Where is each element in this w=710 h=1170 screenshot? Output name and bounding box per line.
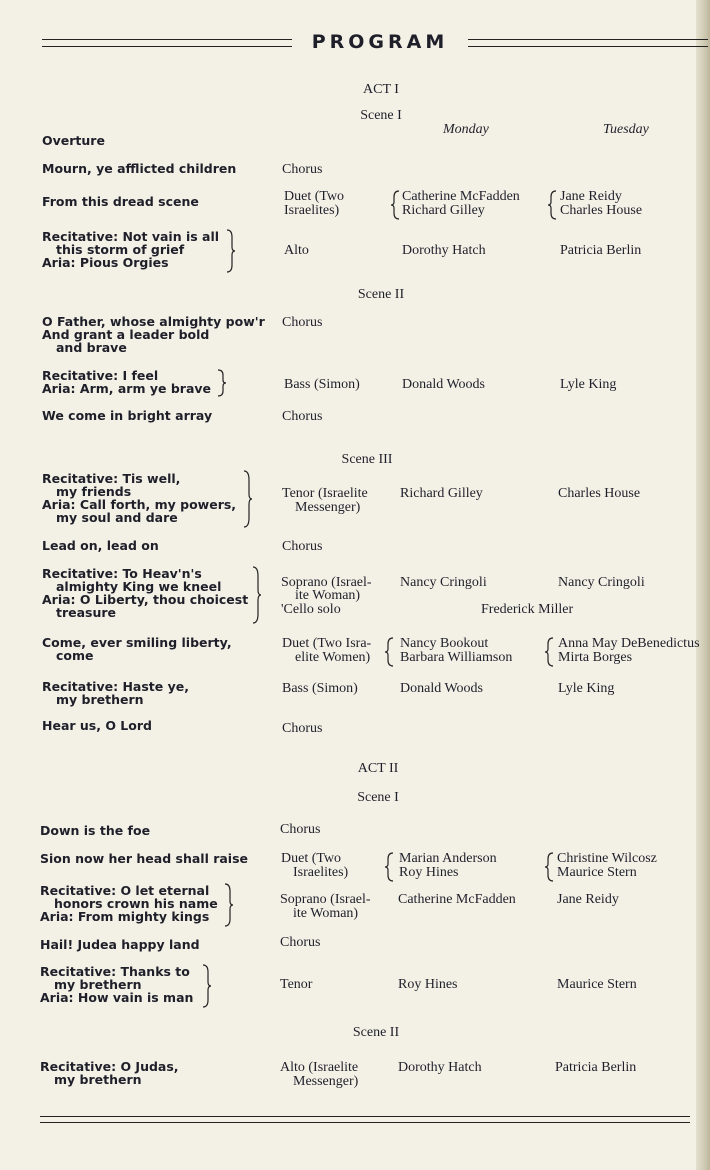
brace-icon <box>548 190 558 220</box>
performer-name: Roy Hines <box>399 865 459 880</box>
piece-title: my brethern <box>56 692 144 707</box>
performer-name: Dorothy Hatch <box>398 1060 482 1075</box>
piece-title: Down is the foe <box>40 823 151 838</box>
piece-title: Aria: How vain is man <box>40 990 194 1005</box>
piece-title: Aria: Call forth, my powers, <box>42 497 237 512</box>
act-1-scene-2-title: Scene II <box>357 287 405 302</box>
piece-title: my friends <box>56 484 132 499</box>
role-label: Chorus <box>282 721 323 736</box>
piece-title: O Father, whose almighty pow'r <box>42 314 265 329</box>
piece-title: We come in bright array <box>42 408 213 423</box>
role-label: Israelites) <box>293 865 349 880</box>
role-label: ite Woman) <box>295 588 361 603</box>
piece-title: Aria: O Liberty, thou choicest <box>42 592 249 607</box>
performer-name: Roy Hines <box>398 977 458 992</box>
act-1-title: ACT I <box>363 82 399 97</box>
brace-icon <box>385 637 395 667</box>
role-label: Duet (Two <box>281 851 342 866</box>
performer-name: Marian Anderson <box>399 851 497 866</box>
performer-name: Barbara Williamson <box>400 650 513 665</box>
role-label: Tenor (Israelite <box>282 486 368 501</box>
brace-icon <box>391 190 401 220</box>
piece-title: honors crown his name <box>54 896 218 911</box>
role-label: Soprano (Israel- <box>280 892 371 907</box>
performer-name: Catherine McFadden <box>398 892 516 907</box>
performer-name: Frederick Miller <box>481 602 574 617</box>
role-label: Alto <box>284 243 309 258</box>
piece-title: Recitative: I feel <box>42 368 159 383</box>
act-2-title: ACT II <box>357 761 399 776</box>
role-label: Messenger) <box>295 500 361 515</box>
role-label: Messenger) <box>293 1074 359 1089</box>
act-2-scene-1-title: Scene I <box>357 790 399 805</box>
role-label: Soprano (Israel- <box>281 575 372 590</box>
piece-title: Recitative: Not vain is all <box>42 229 220 244</box>
performer-name: Jane Reidy <box>560 189 622 204</box>
role-label: Duet (Two Isra- <box>282 636 372 651</box>
brace-icon <box>545 637 555 667</box>
act-1-scene-3-title: Scene III <box>341 452 393 467</box>
footer-rule-top <box>40 1116 690 1117</box>
performer-name: Richard Gilley <box>402 203 485 218</box>
role-label: Duet (Two <box>284 189 345 204</box>
piece-title: Mourn, ye afflicted children <box>42 161 237 176</box>
brace-icon <box>217 369 227 397</box>
performer-name: Richard Gilley <box>400 486 483 501</box>
performer-name: Dorothy Hatch <box>402 243 486 258</box>
header-rule-left <box>42 39 292 47</box>
role-label: Bass (Simon) <box>282 681 358 696</box>
role-label: Chorus <box>280 822 321 837</box>
performer-name: Charles House <box>558 486 641 501</box>
piece-title: this storm of grief <box>56 242 185 257</box>
footer-rule-bottom <box>40 1122 690 1123</box>
performer-name: Jane Reidy <box>557 892 619 907</box>
brace-icon <box>252 566 262 624</box>
piece-title: Recitative: O let eternal <box>40 883 210 898</box>
piece-title: my brethern <box>54 977 142 992</box>
monday-header: Monday <box>443 122 489 137</box>
piece-title: my soul and dare <box>56 510 178 525</box>
piece-title: Recitative: Haste ye, <box>42 679 189 694</box>
performer-name: Donald Woods <box>400 681 484 696</box>
performer-name: Catherine McFadden <box>402 189 520 204</box>
performer-name: Nancy Cringoli <box>558 575 645 590</box>
piece-title: From this dread scene <box>42 194 199 209</box>
piece-title: Sion now her head shall raise <box>40 851 249 866</box>
performer-name: Lyle King <box>558 681 615 696</box>
piece-title: Recitative: To Heav'n's <box>42 566 202 581</box>
brace-icon <box>202 964 212 1008</box>
performer-name: Maurice Stern <box>557 977 637 992</box>
role-label: Chorus <box>282 162 323 177</box>
role-label: Israelites) <box>284 203 340 218</box>
performer-name: Donald Woods <box>402 377 486 392</box>
piece-title: treasure <box>56 605 117 620</box>
piece-title: Hear us, O Lord <box>42 718 152 733</box>
tuesday-header: Tuesday <box>603 122 649 137</box>
performer-name: Maurice Stern <box>557 865 637 880</box>
role-label: 'Cello solo <box>281 602 341 617</box>
piece-title: Recitative: Thanks to <box>40 964 190 979</box>
piece-title: Recitative: O Judas, <box>40 1059 179 1074</box>
performer-name: Lyle King <box>560 377 617 392</box>
piece-title: Aria: From mighty kings <box>40 909 210 924</box>
role-label: elite Women) <box>295 650 371 665</box>
performer-name: Nancy Cringoli <box>400 575 487 590</box>
brace-icon <box>226 229 236 273</box>
piece-title: almighty King we kneel <box>56 579 222 594</box>
performer-name: Mirta Borges <box>558 650 633 665</box>
role-label: Chorus <box>282 539 323 554</box>
brace-icon <box>224 883 234 927</box>
piece-title: come <box>56 648 94 663</box>
performer-name: Anna May DeBenedictus <box>558 636 700 651</box>
piece-title: Recitative: Tis well, <box>42 471 181 486</box>
role-label: Tenor <box>280 977 313 992</box>
role-label: ite Woman) <box>293 906 359 921</box>
piece-title: and brave <box>56 340 127 355</box>
program-title: PROGRAM <box>311 31 449 53</box>
piece-title: And grant a leader bold <box>42 327 210 342</box>
brace-icon <box>545 852 555 882</box>
role-label: Chorus <box>282 409 323 424</box>
header-rule-right <box>468 39 708 47</box>
piece-title: Aria: Arm, arm ye brave <box>42 381 212 396</box>
role-label: Chorus <box>280 935 321 950</box>
piece-title: my brethern <box>54 1072 142 1087</box>
role-label: Bass (Simon) <box>284 377 360 392</box>
role-label: Chorus <box>282 315 323 330</box>
act-2-scene-2-title: Scene II <box>352 1025 400 1040</box>
piece-title: Come, ever smiling liberty, <box>42 635 232 650</box>
brace-icon <box>243 470 253 528</box>
piece-title: Aria: Pious Orgies <box>42 255 169 270</box>
performer-name: Patricia Berlin <box>555 1060 637 1075</box>
act-1-scene-1-title: Scene I <box>360 108 402 123</box>
piece-title: Hail! Judea happy land <box>40 937 200 952</box>
performer-name: Christine Wilcosz <box>557 851 657 866</box>
role-label: Alto (Israelite <box>280 1060 359 1075</box>
piece-title: Lead on, lead on <box>42 538 159 553</box>
performer-name: Patricia Berlin <box>560 243 642 258</box>
performer-name: Charles House <box>560 203 643 218</box>
piece-title: Overture <box>42 133 105 148</box>
brace-icon <box>385 852 395 882</box>
performer-name: Nancy Bookout <box>400 636 489 651</box>
page-edge-shadow <box>696 0 710 1170</box>
